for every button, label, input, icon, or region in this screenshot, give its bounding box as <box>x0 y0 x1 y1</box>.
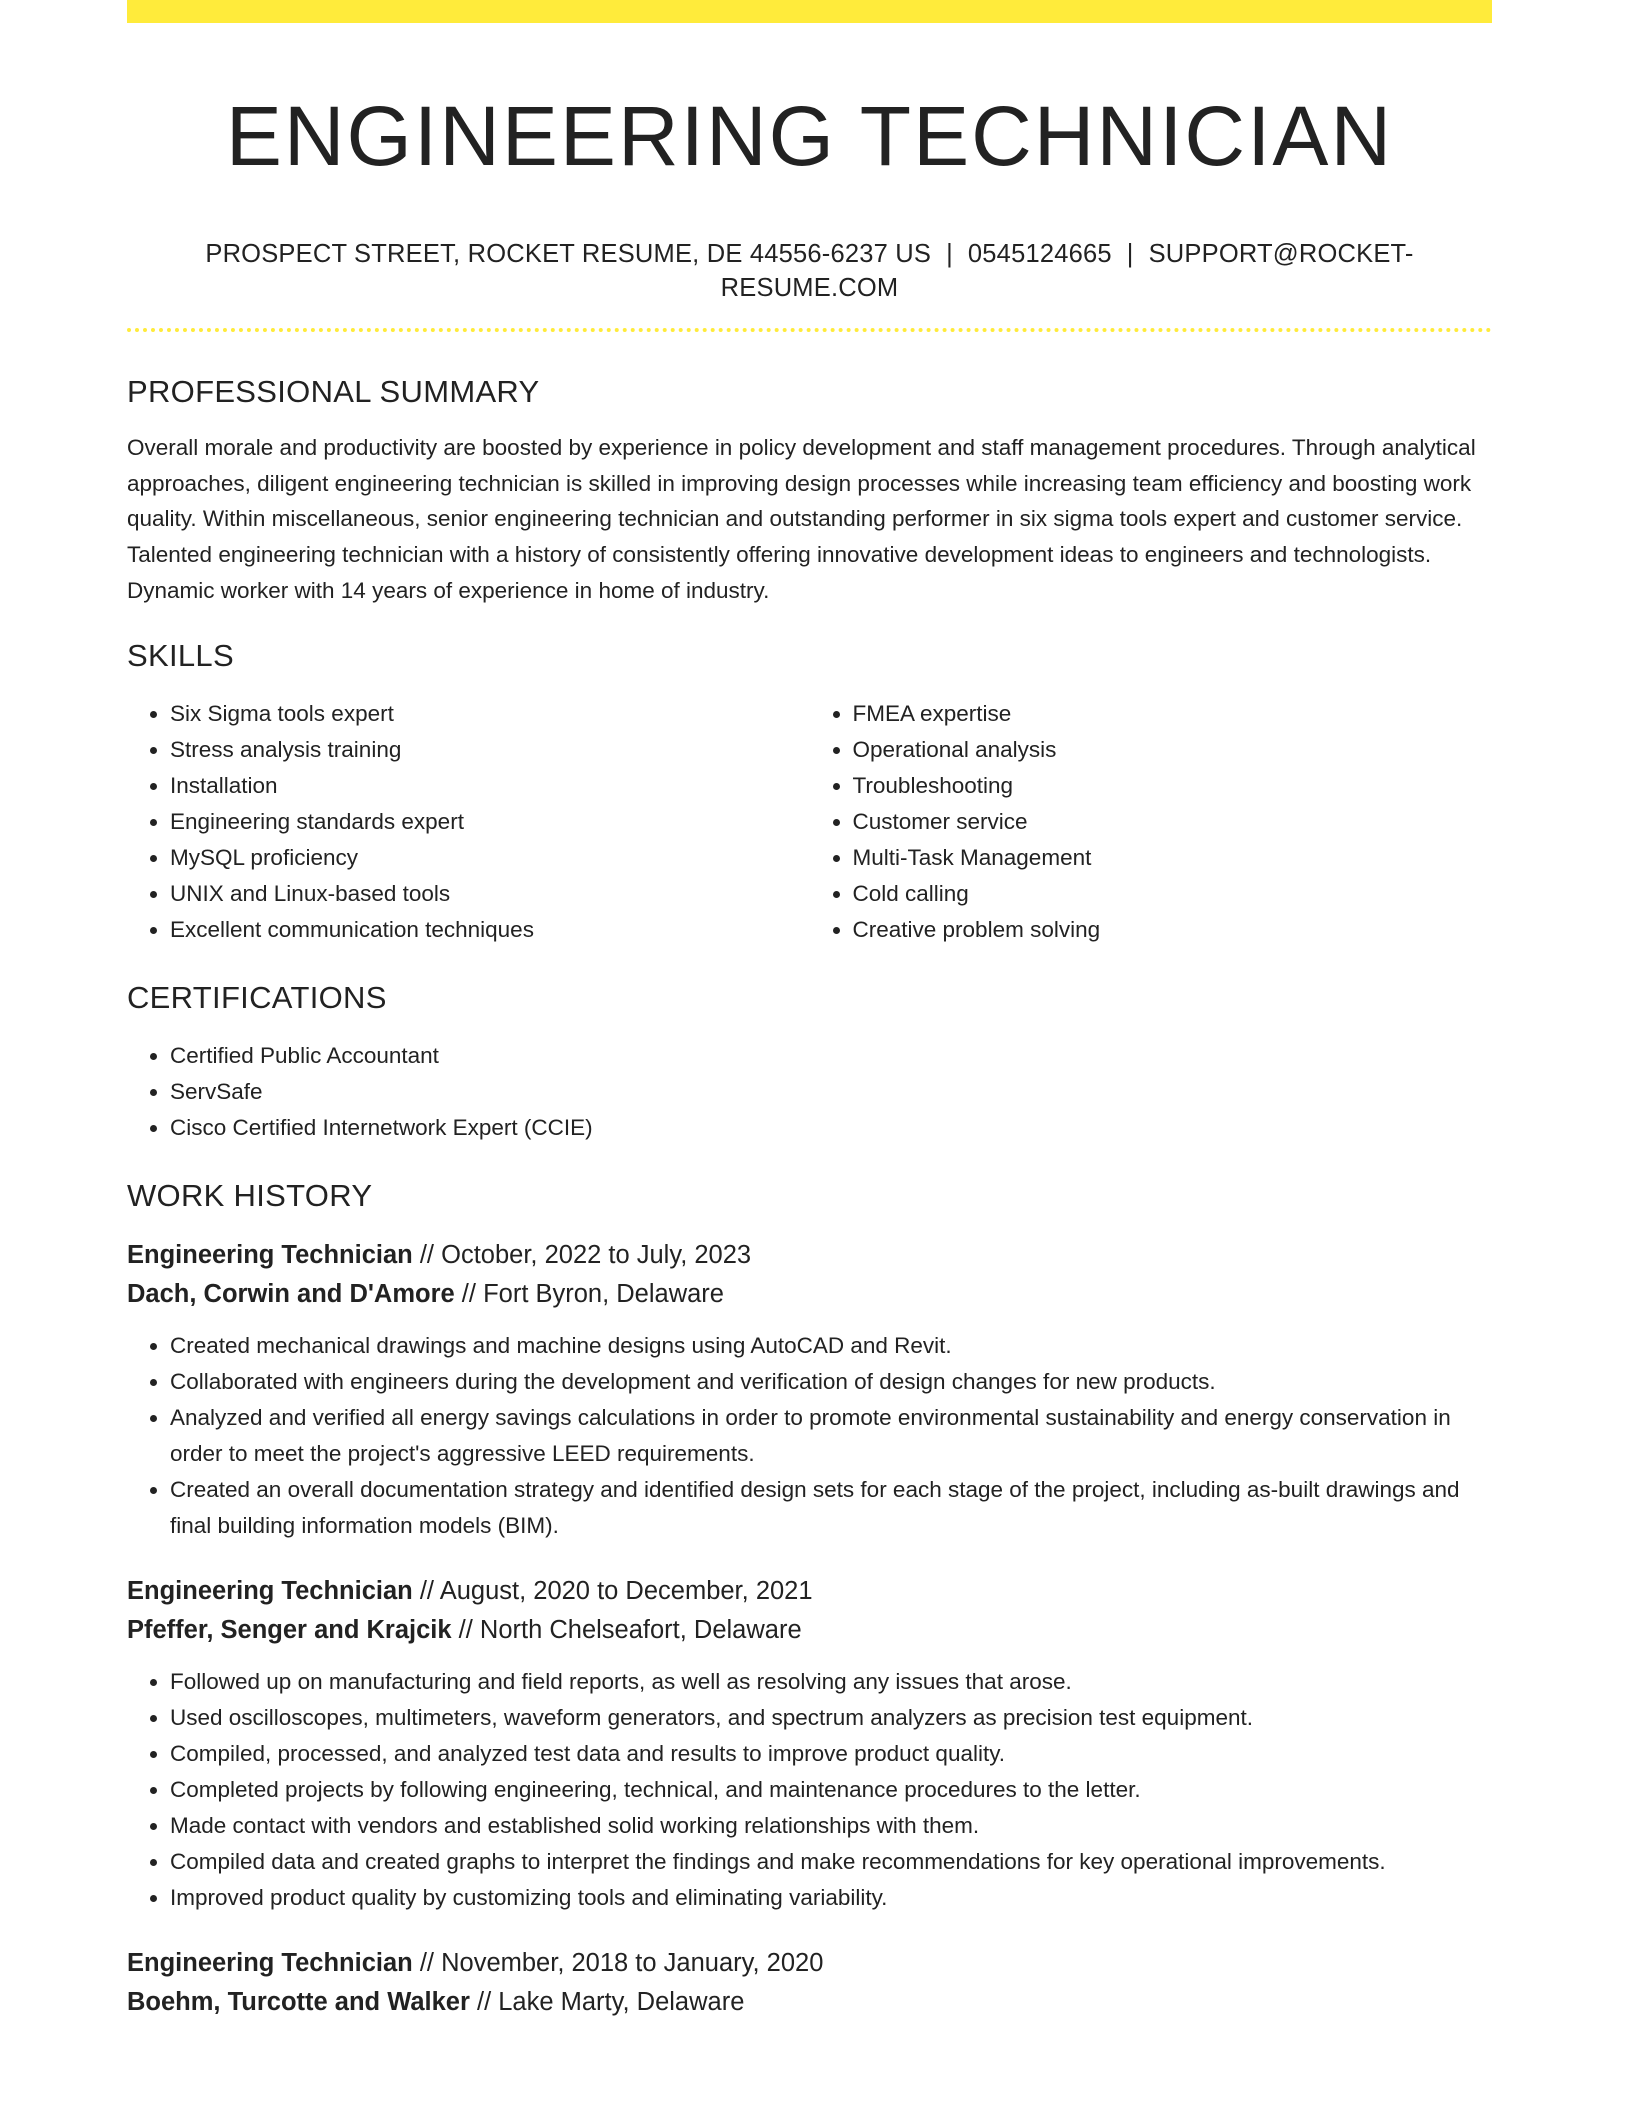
job-duties <box>127 1664 1492 1916</box>
job-company: Dach, Corwin and D'Amore <box>127 1279 455 1308</box>
certification-item: • ServSafe <box>170 1074 1492 1110</box>
skill-item: • Troubleshooting <box>853 768 1493 804</box>
skill-item: • Stress analysis training <box>170 732 810 768</box>
job-separator: // <box>419 1576 435 1605</box>
skill-item: • Cold calling <box>853 876 1493 912</box>
job-duties <box>127 1328 1492 1544</box>
skill-item: • Engineering standards expert <box>170 804 810 840</box>
contact-separator: | <box>946 240 953 268</box>
duty-item: • Completed projects by following engineering, technical, and maintenance procedures to the letter. <box>170 1772 1492 1808</box>
job-entry <box>127 1572 1492 1916</box>
job-title-line <box>127 1944 1492 1983</box>
job-separator: // <box>419 1240 435 1269</box>
certifications-heading: CERTIFICATIONS <box>127 979 387 1015</box>
header-divider <box>127 328 1492 332</box>
contact-line <box>127 237 1492 305</box>
skills-list-right <box>810 696 1493 948</box>
contact-separator: | <box>1126 240 1134 268</box>
accent-bar <box>127 0 1492 23</box>
summary-heading: PROFESSIONAL SUMMARY <box>127 374 540 409</box>
duty-item: • Compiled data and created graphs to interpret the findings and make recommendations for key operational improvements. <box>170 1844 1492 1880</box>
job-dates: August, 2020 to December, 2021 <box>439 1576 813 1605</box>
job-title: Engineering Technician <box>127 1576 413 1605</box>
duty-item: • Compiled, processed, and analyzed test data and results to improve product quality. <box>170 1736 1492 1772</box>
skills-heading: SKILLS <box>127 637 234 673</box>
job-title: Engineering Technician <box>127 1240 413 1269</box>
resume-title: ENGINEERING TECHNICIAN <box>225 89 1394 183</box>
job-company-line <box>127 1983 1492 2022</box>
job-entry <box>127 1944 1492 2022</box>
certifications-list <box>127 1038 1492 1146</box>
job-dates: November, 2018 to January, 2020 <box>441 1948 824 1977</box>
duty-item: • Followed up on manufacturing and field reports, as well as resolving any issues that arose. <box>170 1664 1492 1700</box>
skills-list-left <box>127 696 810 948</box>
job-entry <box>127 1236 1492 1544</box>
certification-item: • Certified Public Accountant <box>170 1038 1492 1074</box>
duty-item: • Analyzed and verified all energy savings calculations in order to promote environmental sustainability and energy conservation in order to meet the project's aggressive LEED requirements. <box>170 1400 1492 1472</box>
job-separator: // <box>458 1615 473 1644</box>
summary-text: Overall morale and productivity are boosted by experience in policy development and staff management procedures. Through analytical approaches, diligent engineering technician is skilled in improving design processes while increasing team efficiency and boosting work quality. Within miscellaneous, senior engineering technician and outstanding performer in six sigma tools expert and customer service. Talented engineering technician with a history of consistently offering innovative development ideas to engineers and technologists. Dynamic worker with 14 years of experience in home of industry. <box>127 435 1476 603</box>
skill-item: • Six Sigma tools expert <box>170 696 810 732</box>
job-location: Fort Byron, Delaware <box>483 1279 724 1308</box>
duty-item: • Made contact with vendors and established solid working relationships with them. <box>170 1808 1492 1844</box>
job-separator: // <box>476 1987 492 2016</box>
job-company-line <box>127 1275 1492 1314</box>
duty-item: • Created an overall documentation strategy and identified design sets for each stage of the project, including as-built drawings and final building information models (BIM). <box>170 1472 1492 1544</box>
skill-item: • Multi-Task Management <box>853 840 1493 876</box>
skill-item: • UNIX and Linux-based tools <box>170 876 810 912</box>
job-separator: // <box>419 1948 435 1977</box>
job-title-line <box>127 1572 1492 1611</box>
contact-email: SUPPORT@ROCKET-RESUME.COM <box>720 240 1414 302</box>
job-separator: // <box>461 1279 476 1308</box>
job-company-line <box>127 1611 1492 1650</box>
work-history-heading: WORK HISTORY <box>127 1177 373 1213</box>
duty-item: • Used oscilloscopes, multimeters, waveform generators, and spectrum analyzers as precision test equipment. <box>170 1700 1492 1736</box>
skill-item: • Creative problem solving <box>853 912 1493 948</box>
job-location: North Chelseafort, Delaware <box>479 1615 802 1644</box>
job-title-line <box>127 1236 1492 1275</box>
skill-item: • MySQL proficiency <box>170 840 810 876</box>
skill-item: • Installation <box>170 768 810 804</box>
skills-columns <box>127 696 1492 948</box>
job-location: Lake Marty, Delaware <box>498 1987 745 2016</box>
certification-item: • Cisco Certified Internetwork Expert (CCIE) <box>170 1110 1492 1146</box>
skill-item: • FMEA expertise <box>853 696 1493 732</box>
resume-page <box>127 0 1492 2022</box>
contact-address: PROSPECT STREET, ROCKET RESUME, DE 44556-6237 US <box>205 240 932 268</box>
job-company: Pfeffer, Senger and Krajcik <box>127 1615 452 1644</box>
skill-item: • Excellent communication techniques <box>170 912 810 948</box>
contact-phone: 0545124665 <box>967 240 1112 268</box>
job-dates: October, 2022 to July, 2023 <box>441 1240 752 1269</box>
duty-item: • Created mechanical drawings and machine designs using AutoCAD and Revit. <box>170 1328 1492 1364</box>
skill-item: • Customer service <box>853 804 1493 840</box>
duty-item: • Improved product quality by customizing tools and eliminating variability. <box>170 1880 1492 1916</box>
duty-item: • Collaborated with engineers during the development and verification of design changes for new products. <box>170 1364 1492 1400</box>
job-company: Boehm, Turcotte and Walker <box>127 1987 470 2016</box>
skill-item: • Operational analysis <box>853 732 1493 768</box>
job-title: Engineering Technician <box>127 1948 413 1977</box>
